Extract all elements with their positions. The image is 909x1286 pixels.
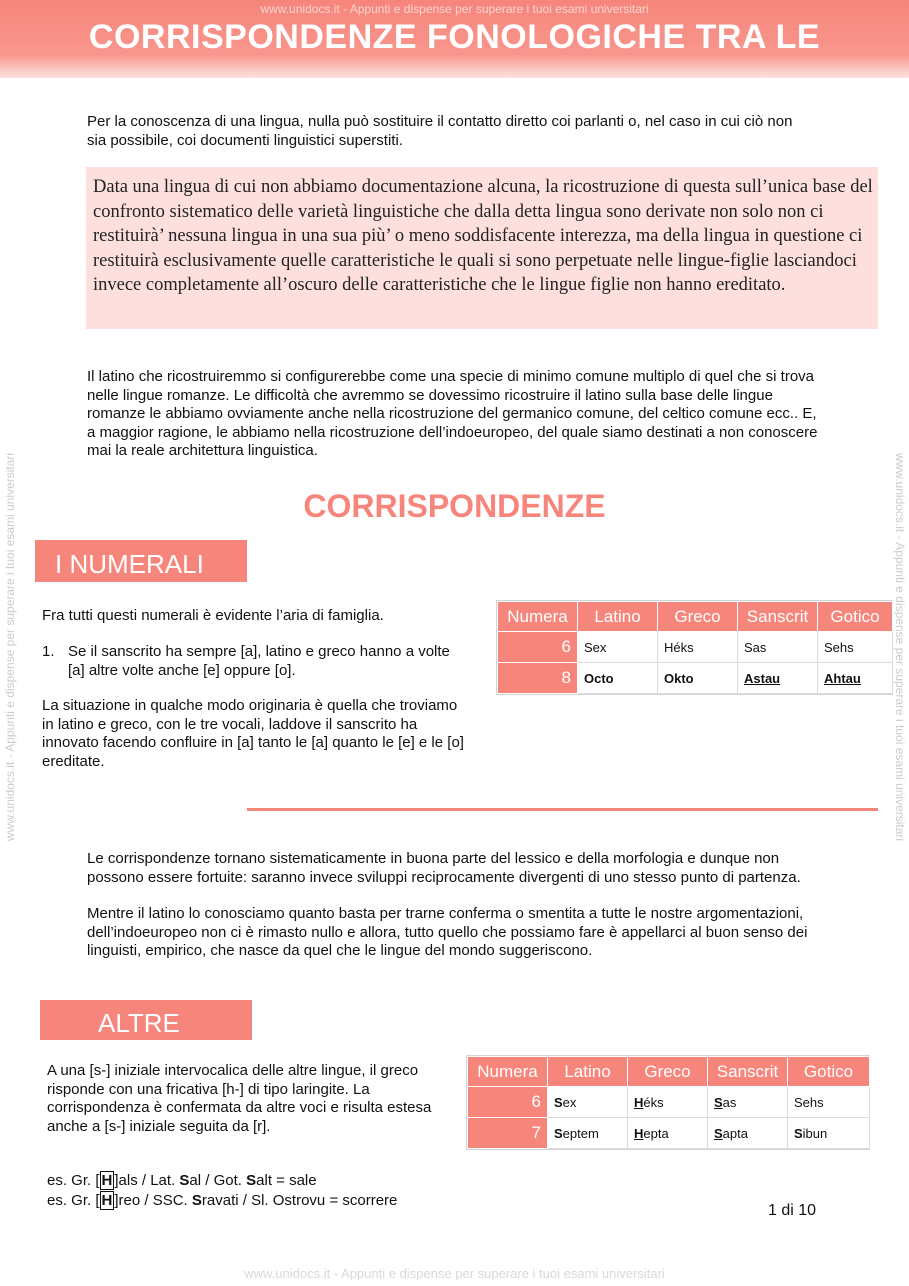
column-header: Gotico: [788, 1057, 870, 1087]
example-text: al / Got.: [189, 1172, 247, 1189]
column-header: Numera: [498, 602, 578, 632]
page-title: CORRISPONDENZE FONOLOGICHE TRA LE: [88, 18, 821, 56]
example-text: ravati / Sl. Ostrovu = scorrere: [201, 1192, 398, 1209]
numerali-intro: Fra tutti questi numerali è evidente l’aria di famiglia.: [42, 607, 384, 624]
altre-text: A una [s-] iniziale intervocalica delle altre lingue, il greco risponde con una fricativa [h-] di tipo laringite. La corrispondenza è confermata da altre voci e risulta estesa anche a [s-] iniziale seguita da [r].: [47, 1062, 432, 1135]
table-row: [468, 1118, 870, 1149]
example-boxed-letter: H: [101, 1172, 113, 1189]
cell-gotico: Ahtau: [818, 663, 893, 694]
numerali-label-box: [35, 540, 247, 582]
cell-sanscrito: Sas: [738, 632, 818, 663]
table-row: [498, 632, 893, 663]
table-row: [468, 1087, 870, 1118]
example-boxed-letter: H: [101, 1192, 113, 1209]
row-number: 7: [468, 1118, 548, 1149]
watermark-left: www.unidocs.it - Appunti e dispense per superare i tuoi esami universitari: [3, 452, 17, 842]
example-text: ]als / Lat.: [114, 1172, 180, 1189]
watermark-bottom: www.unidocs.it - Appunti e dispense per superare i tuoi esami universitari: [244, 1266, 665, 1281]
example-bold-letter: S: [191, 1192, 202, 1209]
cell-sanscrito: Sas: [708, 1087, 788, 1118]
row-number: 6: [468, 1087, 548, 1118]
cell-gotico: Sehs: [788, 1087, 870, 1118]
cell-greco: Héks: [658, 632, 738, 663]
altre-label-box: [40, 1000, 252, 1040]
column-header: Greco: [658, 602, 738, 632]
altre-table: [466, 1055, 870, 1150]
example-text: es. Gr. [: [47, 1172, 100, 1189]
cell-latino: Septem: [548, 1118, 628, 1149]
intro-paragraph: Per la conoscenza di una lingua, nulla può sostituire il contatto diretto coi parlanti o, nel caso in cui ciò non sia possibile, coi documenti linguistici superstiti.: [87, 113, 793, 149]
cell-latino: Octo: [578, 663, 658, 694]
page-number: 1 di 10: [768, 1202, 817, 1219]
numerali-table: [496, 600, 893, 695]
cell-greco: Okto: [658, 663, 738, 694]
watermark-right: www.unidocs.it - Appunti e dispense per superare i tuoi esami universitari: [893, 452, 907, 842]
column-header: Latino: [548, 1057, 628, 1087]
column-header: Sanscrit: [738, 602, 818, 632]
table-header-row: [498, 602, 893, 632]
watermark-top: www.unidocs.it - Appunti e dispense per superare i tuoi esami universitari: [260, 2, 649, 16]
example-bold-letter: S: [246, 1172, 257, 1189]
row-number: 6: [498, 632, 578, 663]
example-text: alt = sale: [256, 1172, 317, 1189]
example-bold-letter: S: [179, 1172, 190, 1189]
numerali-explanation: La situazione in qualche modo originaria è quella che troviamo in latino e greco, con le tre vocali, laddove il sanscrito ha innovato facendo confluire in [a] tanto le [a] quanto le [e] e le [o] ereditate.: [42, 697, 464, 770]
corrispondenze-paragraph-1: Le corrispondenze tornano sistematicamente in buona parte del lessico e della morfologia e dunque non possono essere fortuite: saranno invece sviluppi reciprocamente divergenti di uno stesso punto di partenza.: [87, 850, 801, 886]
cell-latino: Sex: [578, 632, 658, 663]
table-row: [498, 663, 893, 694]
section-title: CORRISPONDENZE: [303, 488, 606, 524]
list-item: Se il sanscrito ha sempre [a], latino e greco hanno a volte [a] altre volte anche [e] oppure [o].: [68, 643, 450, 679]
cell-sanscrito: Sapta: [708, 1118, 788, 1149]
example-text: ]reo / SSC.: [114, 1192, 192, 1209]
list-marker: 1.: [42, 643, 55, 660]
quote-text: Data una lingua di cui non abbiamo documentazione alcuna, la ricostruzione di questa sull’unica base del confronto sistematico delle varietà linguistiche che dalla detta lingua sono derivate non solo non ci restituirà’ nessuna lingua in una sua più’ o meno soddisfacente interezza, ma della lingua in questione ci restituirà esclusivamente quelle caratteristiche le quali si sono perpetuate nelle lingue-figlie lasciandoci invece completamente all’oscuro delle caratteristiche che le lingue figlie non hanno ereditato.: [93, 177, 873, 295]
table-header-row: [468, 1057, 870, 1087]
example-2: [47, 1192, 407, 1211]
cell-gotico: Sehs: [818, 632, 893, 663]
corrispondenze-paragraph-2: Mentre il latino lo conosciamo quanto basta per trarne conferma o smentita a tutte le nostre argomentazioni, dell’indoeuropeo non ci è rimasto nullo e allora, tutto quello che possiamo fare è appellarci al buon senso dei linguisti, empirico, che nasce da quel che le lingue del mondo suggeriscono.: [87, 905, 808, 959]
section-divider: [247, 808, 878, 811]
example-text: es. Gr. [: [47, 1192, 100, 1209]
cell-gotico: Sibun: [788, 1118, 870, 1149]
altre-label: ALTRE: [98, 1008, 180, 1038]
cell-greco: Hepta: [628, 1118, 708, 1149]
column-header: Numera: [468, 1057, 548, 1087]
example-1: [47, 1172, 447, 1191]
numerali-label: I NUMERALI: [55, 549, 204, 579]
column-header: Greco: [628, 1057, 708, 1087]
column-header: Latino: [578, 602, 658, 632]
cell-latino: Sex: [548, 1087, 628, 1118]
cell-greco: Héks: [628, 1087, 708, 1118]
column-header: Gotico: [818, 602, 893, 632]
cell-sanscrito: Astau: [738, 663, 818, 694]
row-number: 8: [498, 663, 578, 694]
column-header: Sanscrit: [708, 1057, 788, 1087]
latin-paragraph: Il latino che ricostruiremmo si configurerebbe come una specie di minimo comune multiplo di quel che si trova nelle lingue romanze. Le difficoltà che avremmo se dovessimo ricostruire il latino sulla base delle lingue romanze le abbiamo ovviamente anche nella ricostruzione del germanico comune, del celtico comune ecc.. E, a maggior ragione, le abbiamo nella ricostruzione dell’indoeuropeo, del quale siamo destinati a non conoscere mai la reale architettura linguistica.: [87, 368, 818, 459]
